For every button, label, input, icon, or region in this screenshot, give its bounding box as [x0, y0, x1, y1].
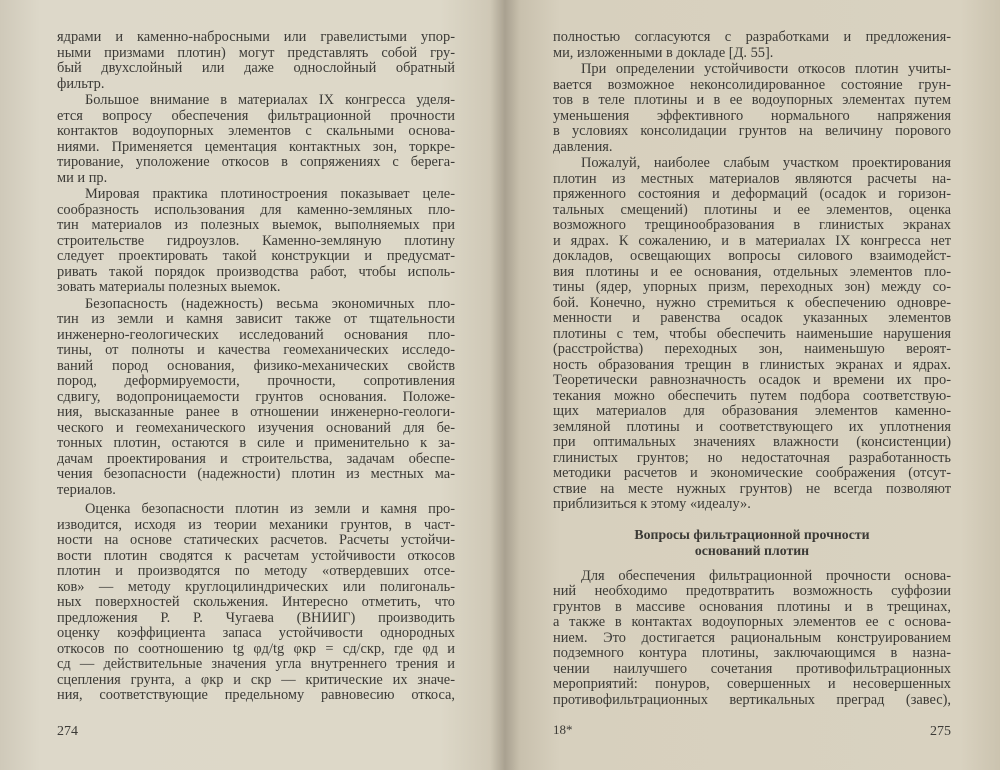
text-line: ний необходимо предотвратить возможность суффозии [553, 583, 951, 599]
text-line: инженерно-геологических исследований основания пло- [57, 326, 455, 343]
text-line: тонных плотин, остаются в силе и применительно к за- [57, 435, 455, 451]
text-line: плотин из местных материалов являются расчеты на- [553, 170, 951, 187]
text-line: мероприятий: понуров, совершенных и несовершенных [553, 676, 951, 692]
text-line: сообразность использования для каменно-земляных пло- [57, 201, 455, 218]
text-line: при оптимальных значениях влажности (консистенции) [553, 434, 951, 450]
text-line: чения безопасности (надежности) плотин из местных ма- [57, 466, 455, 482]
text-line: а также в контактах водоупорных элементов ее с основа- [553, 614, 951, 630]
paragraph [57, 93, 455, 186]
text-line: строительстве гидроузлов. Каменно-земляную плотину [57, 232, 455, 249]
text-line: сцепления грунта, а φкр и cкр — критические их значе- [57, 671, 455, 688]
section-heading [553, 527, 951, 559]
text-line: и ядрах. К сожалению, и в материалах IX конгресса нет [553, 232, 951, 249]
text-line: нием. Это достигается рациональным конструированием [553, 629, 951, 646]
text-line: дачам проектирования и строительства, задачам обеспе- [57, 450, 455, 467]
text-line: ческого и геомеханического изучения оснований для бе- [57, 419, 455, 436]
text-line: зовать материалы полезных выемок. [57, 279, 281, 295]
text-line: Мировая практика плотиностроения показывает целе- [85, 186, 455, 202]
text-line: оценку коэффициента запаса устойчивости однородных [57, 625, 455, 641]
text-line: тины, от полноты и качества геомеханических исследо- [57, 342, 455, 358]
text-line: ми, изложенными в докладе [Д. 55]. [553, 44, 774, 61]
text-line: ниями. Применяется цементация контактных зон, торкре- [57, 138, 455, 155]
text-line: следует проектировать такой конструкции и предусмат- [57, 248, 455, 264]
text-line: Большое внимание в материалах IX конгресса уделя- [85, 92, 455, 108]
text-line: уменьшения эффективного нормального напряжения [553, 107, 951, 124]
paragraph [553, 569, 951, 709]
text-line: ваний пород основания, физико-механических свойств [57, 357, 455, 374]
text-line: вости плотин сводятся к расчетам устойчивости откосов [57, 547, 455, 564]
text-line: Теоретически равнозначность осадок и времени их про- [553, 372, 951, 388]
text-line: контактов водоупорных элементов с скальными основа- [57, 123, 455, 139]
text-line: предложения Р. Р. Чугаева (ВНИИГ) производить [57, 609, 455, 626]
section-heading-line: оснований плотин [694, 542, 810, 558]
text-line: тирование, уположение откосов в сопряжениях с берега- [57, 154, 455, 170]
text-line: тальных смещений) плотины и ее элементов, оценка [553, 201, 951, 218]
text-line: Безопасность (надежность) весьма экономичных пло- [85, 295, 455, 312]
text-line: изводится, исходя из теории механики грунтов, в част- [57, 516, 455, 533]
text-line: ядрами и каменно-набросными или гравелистыми упор- [57, 29, 455, 45]
text-line: ривать такой порядок производства работ, чтобы исполь- [57, 263, 455, 280]
text-line: текания можно обеспечить путем подбора соответствую- [553, 387, 951, 404]
paragraph [553, 62, 951, 155]
text-line: ков» — методу круглоцилиндрических или полигональ- [57, 578, 455, 595]
text-line: щих материалов для образования элементов каменно- [553, 403, 951, 419]
section-heading-line: Вопросы фильтрационной прочности [634, 526, 870, 542]
paragraph [553, 156, 951, 513]
right-page-text-after-heading [553, 569, 951, 709]
text-line: Пожалуй, наиболее слабым участком проектирования [581, 155, 951, 171]
right-page-text-before-heading [553, 30, 951, 513]
text-line: ния, соответствующие предельному равновесию откоса, [57, 687, 455, 703]
text-line: ется вопросу обеспечения фильтрационной прочности [57, 107, 455, 124]
text-line: докладов, освещающих вопросы силового взаимодейст- [553, 248, 951, 264]
paragraph [57, 502, 455, 704]
right-page [553, 30, 951, 709]
text-line: чении наилучшего сочетания противофильтрационных [553, 660, 951, 677]
text-line: грунтов в массиве основания плотины и в трещинах, [553, 598, 951, 615]
text-line: ния, высказанные ранее в отношении инженерно-геологи- [57, 404, 455, 420]
text-line: земляной плотины и соответствующего их уплотнения [553, 418, 951, 435]
text-line: ных поверхностей скольжения. Интересно отметить, что [57, 594, 455, 610]
text-line: плотин и производятся по методу «отвердевших отсе- [57, 563, 455, 579]
text-line: При определении устойчивости откосов плотин учиты- [581, 61, 951, 77]
paragraph [57, 297, 455, 499]
text-line: приблизиться к этому «идеалу». [553, 496, 751, 512]
text-line: пород, деформируемости, прочности, сопротивления [57, 373, 455, 389]
text-line: териалов. [57, 481, 116, 498]
text-line: ность образования трещин в глинистых экранах и ядрах. [553, 356, 951, 373]
text-line: методики расчетов и экономические соображения (отсут- [553, 465, 951, 481]
text-line: ми и пр. [57, 169, 108, 186]
text-line: полностью согласуются с разработками и предложения- [553, 29, 951, 45]
text-line: плотины с тем, чтобы обеспечить наименьшие нарушения [553, 325, 951, 342]
paragraph [57, 30, 455, 92]
text-line: ности на основе статических расчетов. Расчеты устойчи- [57, 532, 455, 548]
text-line: (расстройства) переходных зон, наименьшую вероят- [553, 341, 951, 357]
signature-mark: 18* [553, 722, 573, 737]
text-line: бый двухслойный или даже однослойный обратный [57, 60, 455, 76]
text-line: подземного контура плотины, заключающимся в назна- [553, 645, 951, 661]
text-line: менности и равенства осадок указанных элементов [553, 310, 951, 326]
text-line: cд — действительные значения угла внутреннего трения и [57, 656, 455, 672]
text-line: фильтр. [57, 75, 105, 92]
text-line: в условиях консолидации грунтов на величину порового [553, 123, 951, 139]
text-line: вия плотины и ее основания, отдельных элементов пло- [553, 263, 951, 280]
text-line: откосов по соотношению tg φд/tg φкр = cд/cкр, где φд и [57, 640, 455, 657]
text-line: сдвигу, водопроницаемости грунтов основания. Положе- [57, 388, 455, 405]
text-line: ствие на месте нужных грунтов) не всегда позволяют [553, 480, 951, 497]
text-line: Для обеспечения фильтрационной прочности основа- [581, 567, 951, 584]
text-line: тин материалов из полезных выемок, выполняемых при [57, 217, 455, 233]
text-line: вается возможное неконсолидированное состояние грун- [553, 76, 951, 93]
text-line: глинистых грунтов; но недостаточная разработанность [553, 449, 951, 466]
text-line: ными призмами плотин) могут представлять собой гру- [57, 44, 455, 61]
text-line: тины (ядер, упорных призм, переходных зон) между со- [553, 279, 951, 295]
paragraph [553, 30, 951, 61]
text-line: тов в теле плотины и в ее водоупорных элементах путем [553, 92, 951, 108]
text-line: давления. [553, 138, 613, 155]
text-line: бой. Конечно, нужно стремиться к обеспечению одновре- [553, 294, 951, 311]
page-number-right: 275 [930, 724, 951, 739]
text-line: возможного трещинообразования в глинистых экранах [553, 217, 951, 233]
paragraph [57, 187, 455, 296]
text-line: противофильтрационных вертикальных преград (завес), [553, 691, 951, 708]
page-number-left: 274 [57, 724, 78, 739]
text-line: Оценка безопасности плотин из земли и камня про- [85, 501, 455, 517]
text-line: тин из земли и камня зависит также от тщательности [57, 311, 455, 327]
left-page [57, 30, 455, 705]
text-line: пряженного состояния и деформаций (осадок и горизон- [553, 186, 951, 202]
